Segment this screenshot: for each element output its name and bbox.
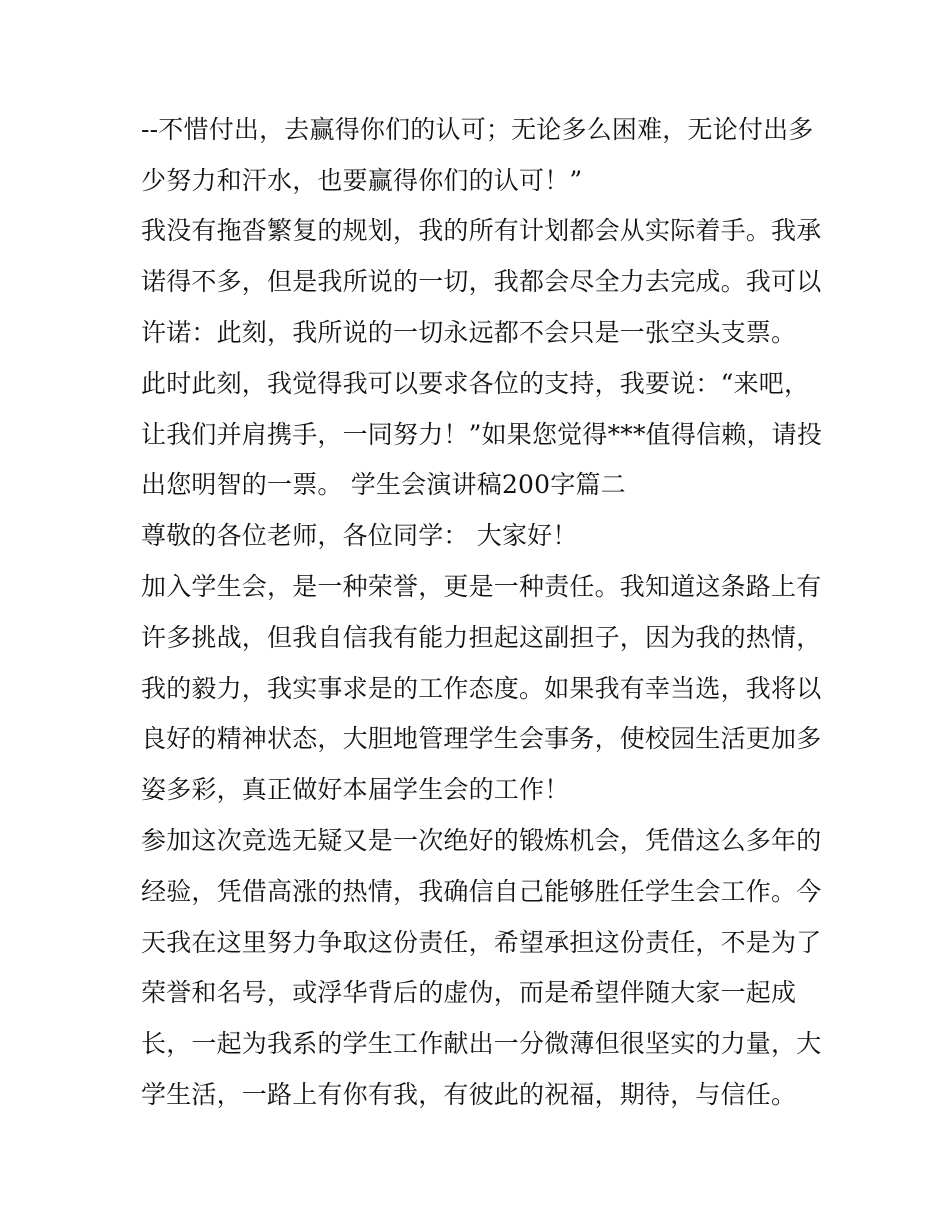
text-line: 经验，凭借高涨的热情，我确信自己能够胜任学生会工作。今 [141,877,822,906]
text-line: 学生活，一路上有你有我，有彼此的祝福，期待，与信任。 [141,1080,797,1109]
text-line: 长，一起为我系的学生工作献出一分微薄但很坚实的力量，大 [141,1029,822,1058]
text-line: 良好的精神状态，大胆地管理学生会事务，使校园生活更加多 [141,724,822,753]
text-line: 尊敬的各位老师，各位同学： 大家好！ [141,521,578,550]
text-line: 诺得不多，但是我所说的一切，我都会尽全力去完成。我可以 [141,267,822,296]
text-line: 让我们并肩携手，一同努力！”如果您觉得***值得信赖，请投 [141,420,823,449]
text-line: --不惜付出，去赢得你们的认可；无论多么困难，无论付出多 [141,115,814,144]
text-line: 参加这次竞选无疑又是一次绝好的锻炼机会，凭借这么多年的 [141,826,822,855]
text-line: 出您明智的一票。 学生会演讲稿200字篇二 [141,470,626,499]
text-line: 荣誉和名号，或浮华背后的虚伪，而是希望伴随大家一起成 [141,978,797,1007]
text-line: 我没有拖沓繁复的规划，我的所有计划都会从实际着手。我承 [141,216,822,245]
text-line: 加入学生会，是一种荣誉，更是一种责任。我知道这条路上有 [141,572,822,601]
text-line: 天我在这里努力争取这份责任，希望承担这份责任，不是为了 [141,928,822,957]
text-line: 此时此刻，我觉得我可以要求各位的支持，我要说：“来吧， [141,369,810,398]
text-line: 姿多彩，真正做好本届学生会的工作！ [141,775,570,804]
text-line: 许诺：此刻，我所说的一切永远都不会只是一张空头支票。 [141,318,797,347]
text-line: 许多挑战，但我自信我有能力担起这副担子，因为我的热情， [141,623,822,652]
text-line: 我的毅力，我实事求是的工作态度。如果我有幸当选，我将以 [141,674,822,703]
text-line: 少努力和汗水，也要赢得你们的认可！” [141,166,583,195]
